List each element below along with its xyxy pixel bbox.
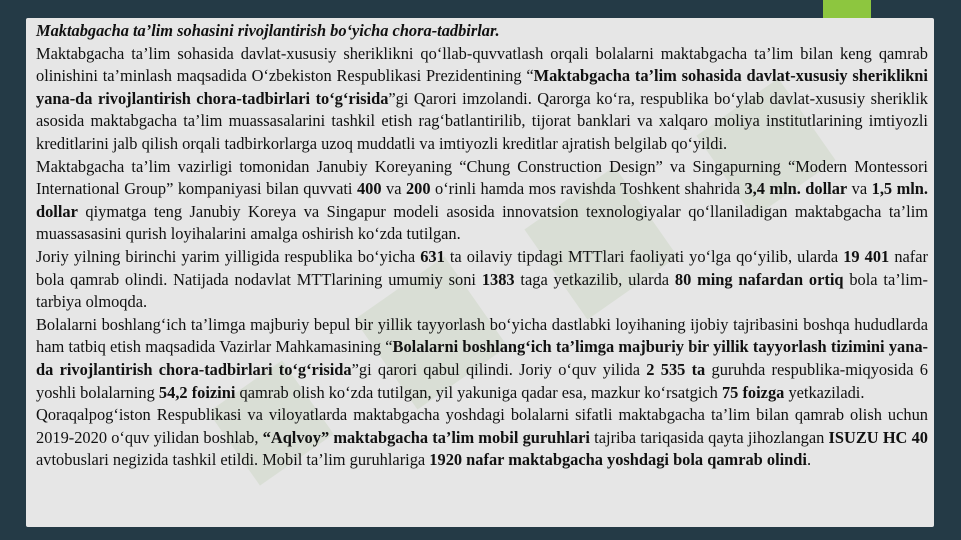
- bold-run: 1383: [481, 269, 515, 289]
- text-run: nafar bola qamrab olindi. Natijada nodavlat MTTlarining umumiy soni: [36, 246, 928, 289]
- paragraph-list: [36, 43, 928, 472]
- text-run: ”gi qarori qabul qilindi. Joriy o‘quv yilida: [351, 359, 647, 379]
- bold-run: 3,4 mln. dollar: [744, 179, 848, 199]
- paragraph: [36, 43, 928, 156]
- slide-panel: [26, 18, 934, 527]
- bold-run: 19 401: [843, 246, 890, 266]
- bold-run: 54,2 foizini: [158, 382, 236, 402]
- accent-bar: [823, 0, 871, 18]
- bold-run: Bolalarni boshlang‘ich ta’limga majburiy bir yillik tayyorlash tizimini yana-da rivojlantirish chora-tadbirlari to‘g‘risida: [36, 337, 928, 379]
- paragraph: [36, 156, 928, 246]
- text-run: ta oilaviy tipdagi MTTlari faoliyati yo‘lga qo‘yilib, ularda: [444, 246, 844, 266]
- bold-run: ISUZU HC 40: [828, 427, 928, 447]
- text-run: Joriy yilning birinchi yarim yilligida respublika bo‘yicha: [36, 246, 421, 266]
- paragraph: [36, 404, 928, 472]
- text-run: Bolalarni boshlang‘ich ta’limga majburiy bepul bir yillik tayyorlash bo‘yicha dastlabki loyihaning ijobiy tajribasini boshqa hududlarda ham tatbiq etish maqsadida Vazirlar Mahkamasining “: [36, 314, 928, 357]
- bold-run: 75 foizga: [721, 382, 785, 402]
- slide-text: [36, 20, 928, 472]
- text-run: Qoraqalpog‘iston Respublikasi va viloyatlarda maktabgacha yoshdagi bolalarni sifatli maktabgacha ta’lim bilan qamrab olish uchun 2019-2020 o‘quv yilidan boshlab,: [36, 405, 928, 447]
- bold-run: 631: [420, 246, 445, 266]
- slide-title: Maktabgacha ta’lim sohasini rivojlantirish bo‘yicha chora-tadbirlar.: [36, 21, 500, 40]
- text-run: bola ta’lim-tarbiya olmoqda.: [36, 269, 929, 312]
- text-run: tajriba tariqasida qayta jihozlangan: [589, 427, 829, 447]
- text-run: o‘rinli hamda mos ravishda Toshkent shahrida: [430, 179, 745, 199]
- bold-run: “Aqlvoy” maktabgacha ta’lim mobil guruhlari: [262, 427, 590, 447]
- bold-run: 2 535 ta: [646, 359, 706, 379]
- bold-run: 400: [356, 179, 382, 199]
- text-run: va: [847, 179, 872, 199]
- text-run: taga yetkazilib, ularda: [514, 269, 675, 289]
- text-run: avtobuslari negizida tashkil etildi. Mobil ta’lim guruhlariga: [36, 450, 430, 470]
- text-run: ”gi Qarori imzolandi. Qarorga ko‘ra, respublika bo‘ylab davlat-xususiy sheriklik asosida maktabgacha ta’lim muassasalarini tashkil etish rag‘batlantirilib, tijorat banklari va xalqaro moliya institutlarining imtiyozli kreditlarini jalb qilish orqali tadbirkorlarga uzoq muddatli va imtiyozli kreditlar ajratish belgilab qo‘yildi.: [36, 88, 928, 153]
- text-run: .: [806, 450, 812, 470]
- text-run: va: [381, 179, 406, 199]
- text-run: qamrab olish ko‘zda tutilgan, yil yakuniga qadar esa, mazkur ko‘rsatgich: [235, 382, 722, 402]
- bold-run: 80 ming nafardan ortiq: [674, 269, 844, 289]
- paragraph: [36, 314, 928, 404]
- text-run: Maktabgacha ta’lim sohasida davlat-xususiy sheriklikni qo‘llab-quvvatlash orqali bolalarni maktabgacha ta’lim bilan keng qamrab olinishini ta’minlash maqsadida O‘zbekiston Respublikasi Prezidentining “: [36, 43, 928, 86]
- bold-run: 1920 nafar maktabgacha yoshdagi bola qamrab olindi: [429, 450, 807, 470]
- text-run: qiymatga teng Janubiy Koreya va Singapur modeli asosida innovatsion texnologiyalar qo‘llaniladigan maktabgacha ta’lim muassasasini qurish loyihalarini amalga oshirish ko‘zda tutilgan.: [36, 201, 928, 244]
- text-run: yetkaziladi.: [784, 382, 865, 402]
- paragraph: [36, 246, 928, 314]
- text-run: Maktabgacha ta’lim vazirligi tomonidan Janubiy Koreyaning “Chung Construction Design” va Singapurning “Modern Montessori International Group” kompaniyasi bilan quvvati: [36, 156, 928, 199]
- text-run: guruhda respublika-miqyosida 6 yoshli bolalarning: [36, 359, 928, 402]
- bold-run: 200: [405, 179, 431, 199]
- bold-run: Maktabgacha ta’lim sohasida davlat-xususiy sheriklikni yana-da rivojlantirish chora-tadbirlari to‘g‘risida: [36, 66, 928, 108]
- bold-run: 1,5 mln. dollar: [36, 179, 929, 221]
